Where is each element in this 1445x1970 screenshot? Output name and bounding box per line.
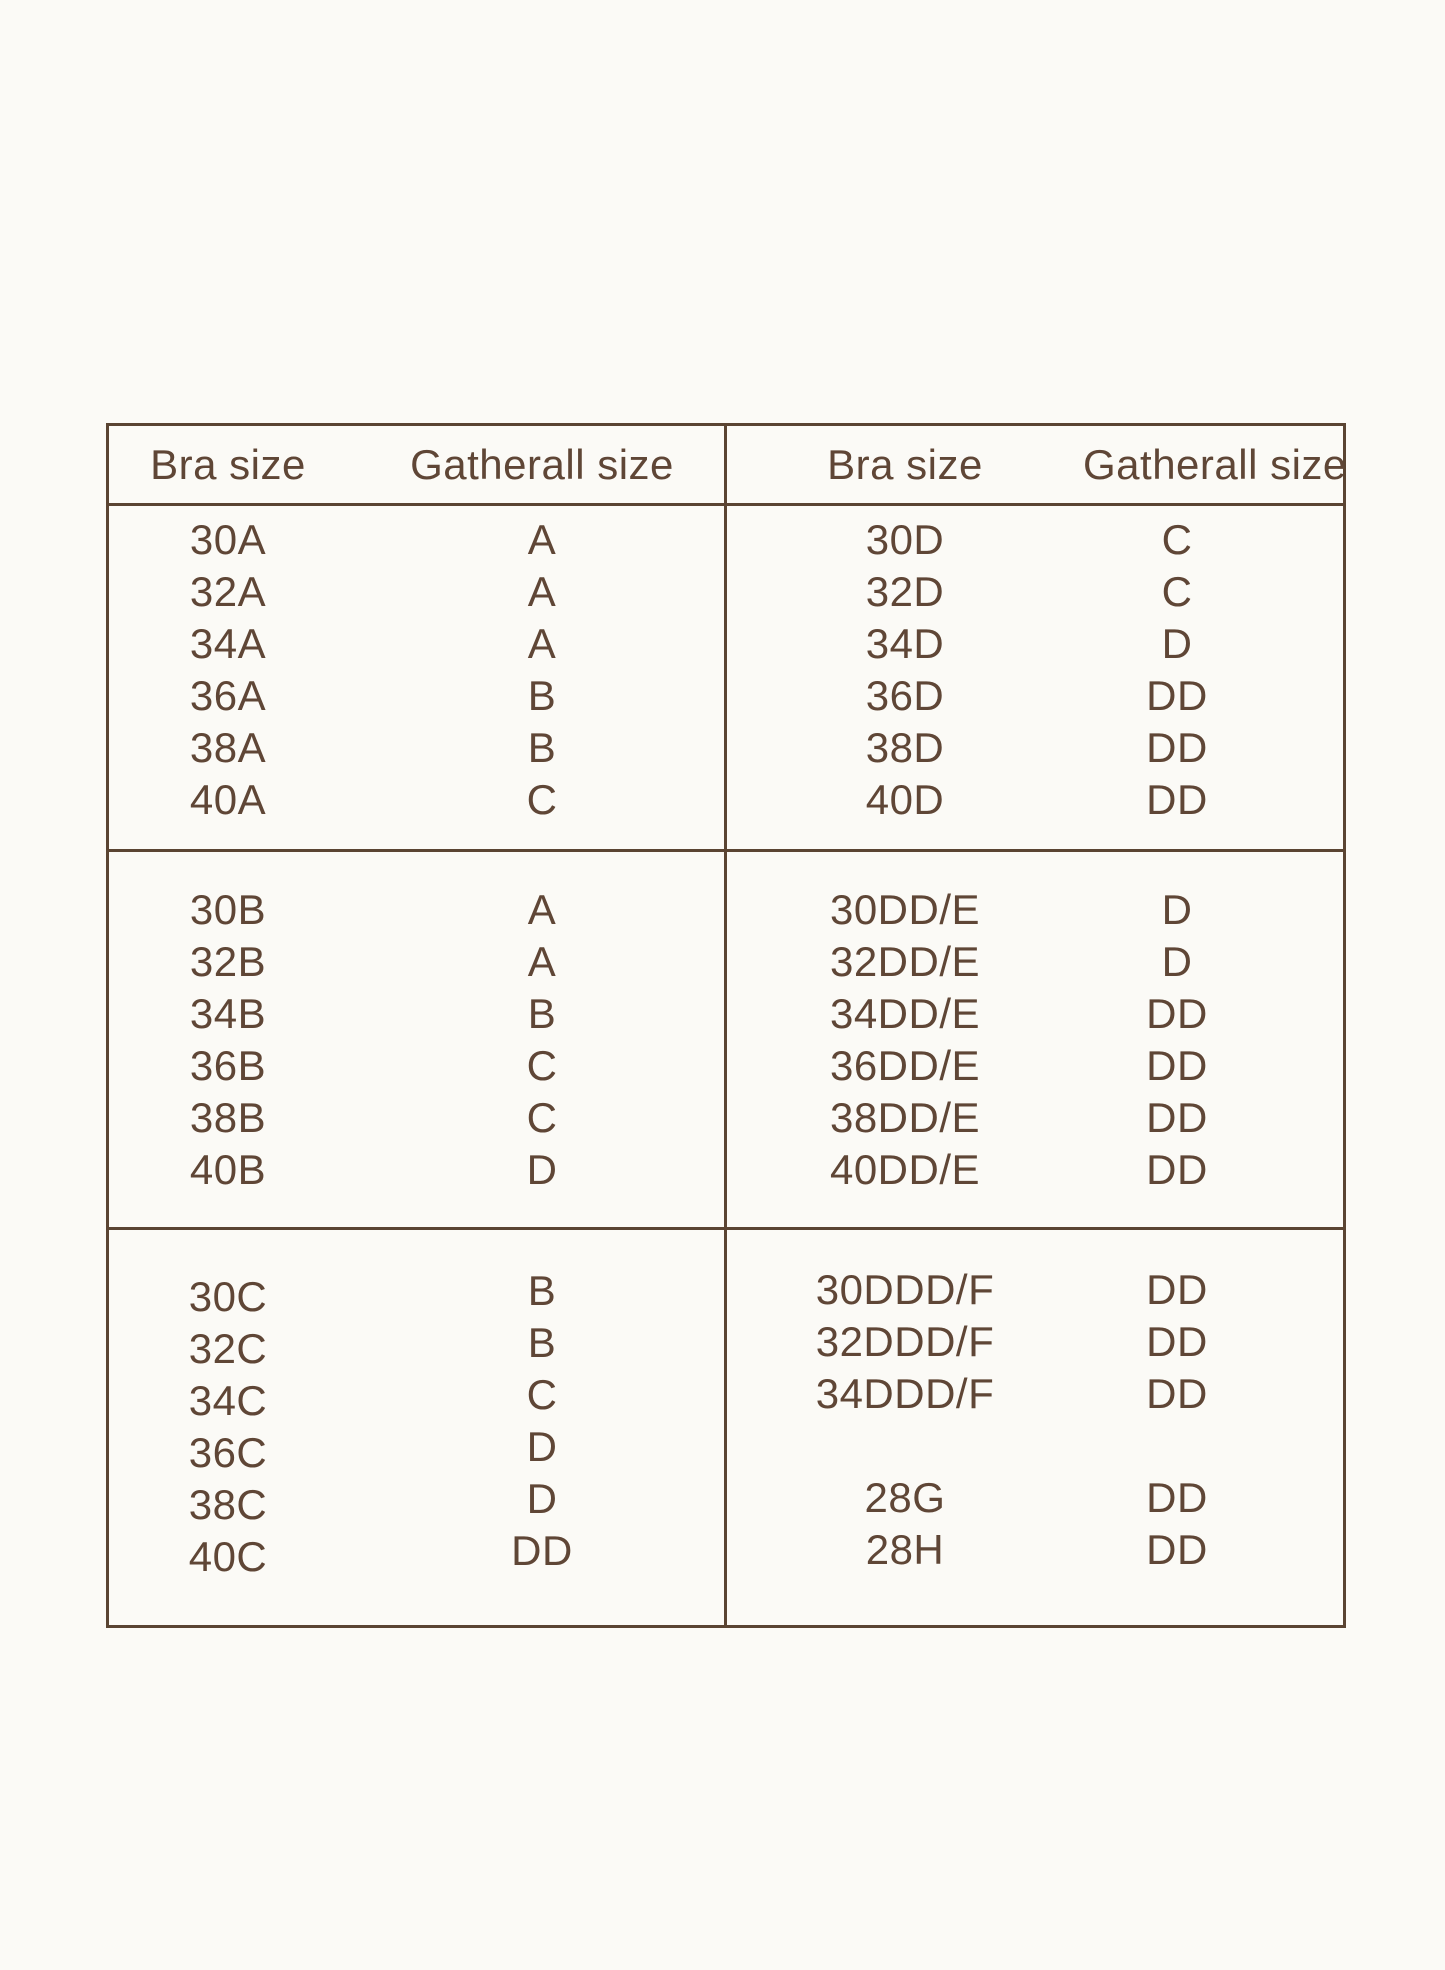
row-gap [727,1420,1343,1472]
table-row [727,988,1343,1040]
table-row [727,514,1343,566]
table-row [727,722,1343,774]
gatherall-size-header: Gatherall size [1083,440,1347,488]
bra-size-cell: 30B [189,886,267,933]
right-header-row [727,426,1347,503]
table-row [109,618,724,670]
bra-size-cell: 30A [189,516,267,563]
bra-size-cell: 38DD/E [829,1094,981,1141]
gatherall-size-cell: A [527,886,557,933]
gatherall-size-cell: DD [1146,1266,1208,1313]
table-row [727,1472,1343,1524]
left-section-b [109,850,724,1228]
gatherall-size-cell: D [526,1475,558,1522]
gatherall-size-cell: B [527,1319,557,1366]
table-row [109,1371,724,1427]
left-section-a [109,503,724,850]
gatherall-size-cell: DD [1146,1370,1208,1417]
bra-size-cell: 32DDD/F [815,1318,995,1365]
bra-size-header: Bra size [827,440,983,488]
bra-size-cell: 34D [865,620,945,667]
bra-size-cell: 30C [188,1273,268,1320]
bra-size-cell: 28H [865,1526,945,1573]
gatherall-size-cell: B [527,990,557,1037]
table-row [109,884,724,936]
bra-size-cell: 36D [865,672,945,719]
left-header-row [109,426,724,503]
table-row [727,1524,1343,1576]
bra-size-cell: 40A [189,776,267,823]
table-row [109,1040,724,1092]
table-row [109,988,724,1040]
size-chart-table [106,423,1346,1628]
gatherall-size-cell: B [527,1267,557,1314]
gatherall-size-cell: DD [1146,1146,1208,1193]
bra-size-cell: 40DD/E [829,1146,981,1193]
table-row [727,884,1343,936]
table-row [109,670,724,722]
gatherall-size-cell: A [527,516,557,563]
table-row [727,1040,1343,1092]
gatherall-size-cell: D [1161,886,1193,933]
gatherall-size-cell: C [526,1371,558,1418]
bra-size-header: Bra size [150,440,306,488]
gatherall-size-cell: DD [1146,990,1208,1037]
table-row [727,1368,1343,1420]
table-row [109,936,724,988]
bra-size-cell: 40D [865,776,945,823]
table-row [109,1092,724,1144]
left-panel [109,426,724,1625]
gatherall-size-cell: DD [511,1527,573,1574]
table-row [109,514,724,566]
bra-size-cell: 32C [188,1325,268,1372]
right-section-d [727,503,1343,850]
bra-size-cell: 36C [188,1429,268,1476]
gatherall-size-cell: D [526,1423,558,1470]
bra-size-cell: 36DD/E [829,1042,981,1089]
gatherall-size-cell: D [1161,938,1193,985]
table-row [727,1144,1343,1196]
gatherall-size-cell: B [527,672,557,719]
table-row [727,1316,1343,1368]
bra-size-cell: 34DDD/F [815,1370,995,1417]
gatherall-size-cell: DD [1146,1094,1208,1141]
table-row [109,1144,724,1196]
gatherall-size-cell: DD [1146,672,1208,719]
gatherall-size-cell: C [1161,568,1193,615]
bra-size-cell: 30DD/E [829,886,981,933]
gatherall-size-cell: C [1161,516,1193,563]
table-row [727,936,1343,988]
table-row [109,1475,724,1531]
bra-size-cell: 38C [188,1481,268,1528]
right-panel [727,426,1347,1625]
table-row [727,670,1343,722]
bra-size-cell: 32DD/E [829,938,981,985]
table-row [727,774,1343,826]
gatherall-size-cell: A [527,620,557,667]
bra-size-cell: 30DDD/F [815,1266,995,1313]
table-row [727,1264,1343,1316]
bra-size-cell: 40B [189,1146,267,1193]
bra-size-cell: 38D [865,724,945,771]
bra-size-cell: 40C [188,1533,268,1580]
gatherall-size-cell: DD [1146,1318,1208,1365]
bra-size-cell: 34B [189,990,267,1037]
gatherall-size-cell: A [527,938,557,985]
table-row [109,774,724,826]
bra-size-cell: 34C [188,1377,268,1424]
bra-size-cell: 38B [189,1094,267,1141]
bra-size-cell: 30D [865,516,945,563]
gatherall-size-cell: C [526,776,558,823]
right-section-ddd [727,1228,1343,1625]
table-row [109,1267,724,1323]
table-row [109,1319,724,1375]
table-row [109,566,724,618]
table-row [109,722,724,774]
gatherall-size-cell: B [527,724,557,771]
left-section-c [109,1228,724,1625]
table-row [109,1527,724,1583]
gatherall-size-cell: A [527,568,557,615]
gatherall-size-cell: DD [1146,1526,1208,1573]
gatherall-size-cell: DD [1146,724,1208,771]
bra-size-cell: 36B [189,1042,267,1089]
bra-size-cell: 32A [189,568,267,615]
bra-size-cell: 32B [189,938,267,985]
gatherall-size-header: Gatherall size [410,440,674,488]
gatherall-size-cell: C [526,1094,558,1141]
table-row [109,1423,724,1479]
gatherall-size-cell: DD [1146,1474,1208,1521]
gatherall-size-cell: DD [1146,1042,1208,1089]
gatherall-size-cell: C [526,1042,558,1089]
bra-size-cell: 28G [864,1474,946,1521]
bra-size-cell: 34A [189,620,267,667]
bra-size-cell: 34DD/E [829,990,981,1037]
gatherall-size-cell: D [1161,620,1193,667]
gatherall-size-cell: DD [1146,776,1208,823]
right-section-dd [727,850,1343,1228]
gatherall-size-cell: D [526,1146,558,1193]
bra-size-cell: 38A [189,724,267,771]
table-row [727,618,1343,670]
bra-size-cell: 36A [189,672,267,719]
table-row [727,1092,1343,1144]
table-row [727,566,1343,618]
bra-size-cell: 32D [865,568,945,615]
